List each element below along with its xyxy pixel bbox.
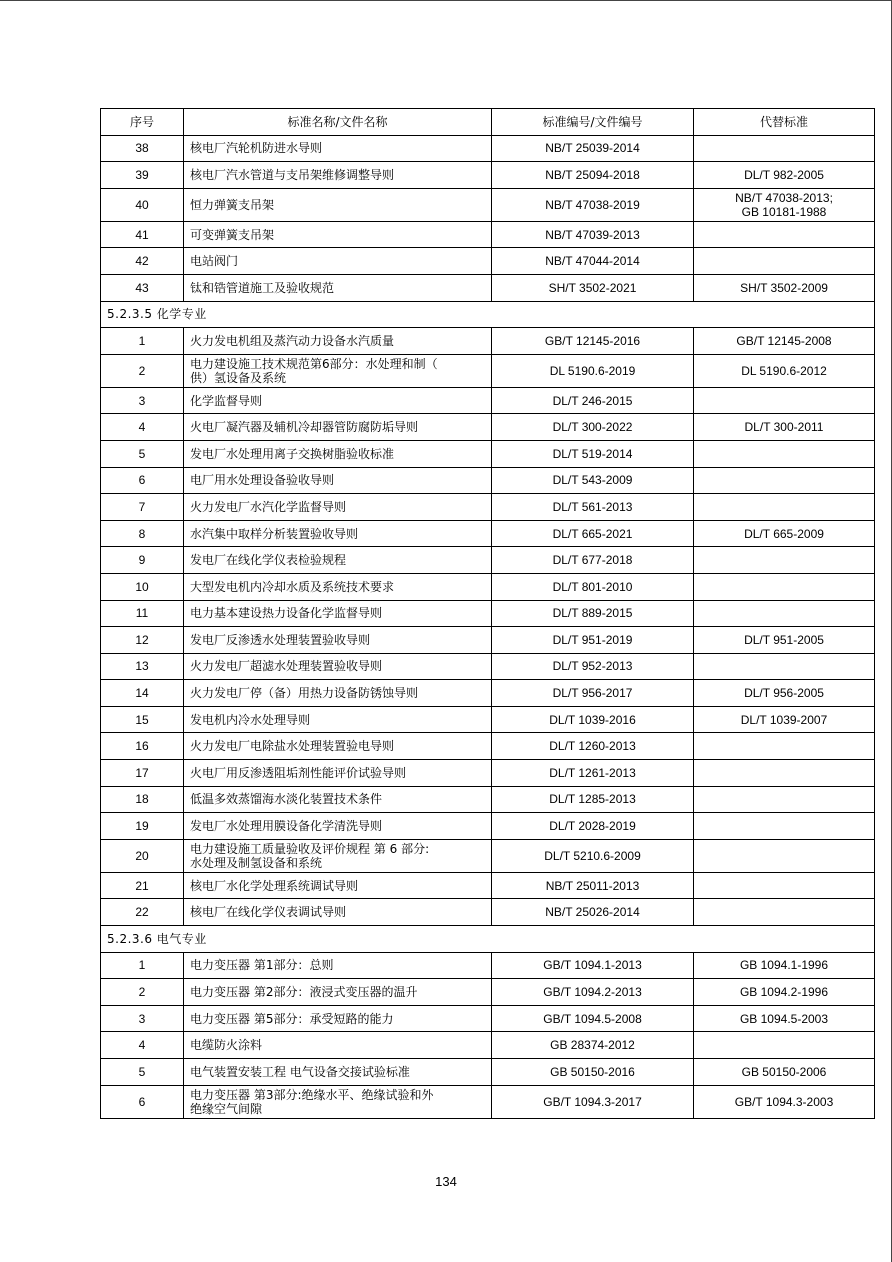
standard-code: DL/T 1261-2013 bbox=[492, 760, 694, 787]
standard-name-cell bbox=[184, 547, 492, 574]
standard-name-cell bbox=[184, 952, 492, 979]
row-number: 22 bbox=[101, 899, 184, 926]
standard-code: GB/T 1094.1-2013 bbox=[492, 952, 694, 979]
row-number: 3 bbox=[101, 387, 184, 414]
replaced-standard-cell bbox=[694, 467, 875, 494]
row-number: 11 bbox=[101, 600, 184, 627]
table-row bbox=[101, 221, 875, 248]
table-row bbox=[101, 440, 875, 467]
standard-code: DL/T 1260-2013 bbox=[492, 733, 694, 760]
standard-name-cell bbox=[184, 354, 492, 387]
standard-name: 电站阀门 bbox=[190, 254, 239, 269]
standard-name: 电气装置安装工程 电气设备交接试验标准 bbox=[190, 1064, 410, 1079]
replaced-standard: GB/T 12145-2008 bbox=[736, 333, 832, 348]
replaced-standard-cell bbox=[694, 979, 875, 1006]
table-row bbox=[101, 1085, 875, 1118]
table-row bbox=[101, 839, 875, 872]
replaced-standard-cell bbox=[694, 1085, 875, 1118]
replaced-standard-cell bbox=[694, 387, 875, 414]
standard-name-cell bbox=[184, 135, 492, 162]
standard-name: 核电厂水化学处理系统调试导则 bbox=[190, 878, 359, 893]
standard-code: DL/T 956-2017 bbox=[492, 680, 694, 707]
standard-code: DL/T 561-2013 bbox=[492, 494, 694, 521]
replaced-standard: DL/T 665-2009 bbox=[744, 526, 824, 541]
standard-name-cell bbox=[184, 328, 492, 355]
standard-code: NB/T 47039-2013 bbox=[492, 221, 694, 248]
row-number: 21 bbox=[101, 872, 184, 899]
table-header-row bbox=[101, 109, 875, 136]
table-row bbox=[101, 162, 875, 189]
replaced-standard: DL/T 982-2005 bbox=[744, 167, 824, 182]
table-row bbox=[101, 733, 875, 760]
standard-code: NB/T 25011-2013 bbox=[492, 872, 694, 899]
header-replace: 代替标准 bbox=[694, 109, 875, 136]
table-row bbox=[101, 627, 875, 654]
replaced-standard-line2: GB 10181-1988 bbox=[741, 204, 827, 219]
row-number: 42 bbox=[101, 248, 184, 275]
replaced-standard-cell bbox=[694, 440, 875, 467]
table-row bbox=[101, 248, 875, 275]
standard-name: 电力变压器 第1部分：总则 bbox=[190, 958, 334, 973]
table-row bbox=[101, 952, 875, 979]
table-row bbox=[101, 494, 875, 521]
page-top-rule bbox=[0, 0, 892, 1]
standard-name-cell bbox=[184, 600, 492, 627]
table-row bbox=[101, 760, 875, 787]
standard-code: GB/T 1094.3-2017 bbox=[492, 1085, 694, 1118]
standard-name-cell bbox=[184, 274, 492, 301]
row-number: 14 bbox=[101, 680, 184, 707]
row-number: 40 bbox=[101, 188, 184, 221]
standard-code: NB/T 47038-2019 bbox=[492, 188, 694, 221]
replaced-standard-cell bbox=[694, 188, 875, 221]
row-number: 4 bbox=[101, 414, 184, 441]
standard-code: NB/T 25026-2014 bbox=[492, 899, 694, 926]
standard-name: 电缆防火涂料 bbox=[190, 1038, 263, 1053]
table-row bbox=[101, 706, 875, 733]
standard-name: 电力变压器 第5部分：承受短路的能力 bbox=[190, 1011, 394, 1026]
replaced-standard-cell bbox=[694, 680, 875, 707]
standard-name: 火力发电机组及蒸汽动力设备水汽质量 bbox=[190, 333, 395, 348]
row-number: 4 bbox=[101, 1032, 184, 1059]
replaced-standard: DL/T 951-2005 bbox=[744, 632, 824, 647]
standard-name-cell bbox=[184, 899, 492, 926]
table-row bbox=[101, 899, 875, 926]
standard-code: GB/T 12145-2016 bbox=[492, 328, 694, 355]
standard-code: DL/T 801-2010 bbox=[492, 573, 694, 600]
table-row bbox=[101, 135, 875, 162]
standard-code: NB/T 25094-2018 bbox=[492, 162, 694, 189]
standard-name: 火电厂凝汽器及辅机冷却器管防腐防垢导则 bbox=[190, 420, 419, 435]
standard-name-line2: 绝缘空气间隙 bbox=[190, 1101, 263, 1116]
row-number: 15 bbox=[101, 706, 184, 733]
standard-code: GB 28374-2012 bbox=[492, 1032, 694, 1059]
header-name: 标准名称/文件名称 bbox=[184, 109, 492, 136]
row-number: 3 bbox=[101, 1005, 184, 1032]
replaced-standard-cell bbox=[694, 135, 875, 162]
standard-name: 电力变压器 第3部分:绝缘水平、绝缘试验和外 bbox=[190, 1087, 434, 1102]
replaced-standard: GB 50150-2006 bbox=[741, 1064, 827, 1079]
replaced-standard-cell bbox=[694, 760, 875, 787]
row-number: 8 bbox=[101, 520, 184, 547]
standard-name-cell bbox=[184, 414, 492, 441]
standard-code: GB 50150-2016 bbox=[492, 1059, 694, 1086]
standard-name: 核电厂汽水管道与支吊架维修调整导则 bbox=[190, 167, 395, 182]
standard-name-cell bbox=[184, 1085, 492, 1118]
replaced-standard-cell bbox=[694, 600, 875, 627]
standard-code: DL/T 951-2019 bbox=[492, 627, 694, 654]
replaced-standard-cell bbox=[694, 1032, 875, 1059]
standard-name-cell bbox=[184, 162, 492, 189]
replaced-standard: DL/T 1039-2007 bbox=[740, 712, 828, 727]
section-title: 5.2.3.5 化学专业 bbox=[101, 301, 875, 328]
replaced-standard-cell bbox=[694, 328, 875, 355]
replaced-standard-cell bbox=[694, 221, 875, 248]
replaced-standard-cell bbox=[694, 706, 875, 733]
replaced-standard-cell bbox=[694, 653, 875, 680]
standard-name-cell bbox=[184, 387, 492, 414]
standard-code: GB/T 1094.2-2013 bbox=[492, 979, 694, 1006]
table-row bbox=[101, 467, 875, 494]
standard-name-cell bbox=[184, 627, 492, 654]
replaced-standard: DL 5190.6-2012 bbox=[741, 363, 827, 378]
row-number: 10 bbox=[101, 573, 184, 600]
standard-name-cell bbox=[184, 979, 492, 1006]
replaced-standard-cell bbox=[694, 899, 875, 926]
standard-name: 发电厂反渗透水处理装置验收导则 bbox=[190, 632, 371, 647]
standard-name-cell bbox=[184, 786, 492, 813]
replaced-standard-cell bbox=[694, 494, 875, 521]
standard-name-cell bbox=[184, 872, 492, 899]
standard-name-cell bbox=[184, 1059, 492, 1086]
row-number: 1 bbox=[101, 952, 184, 979]
section-row bbox=[101, 301, 875, 328]
table-row bbox=[101, 653, 875, 680]
standard-name: 发电厂水处理用离子交换树脂验收标准 bbox=[190, 446, 395, 461]
standard-name: 水汽集中取样分析装置验收导则 bbox=[190, 526, 359, 541]
replaced-standard-cell bbox=[694, 813, 875, 840]
section-title: 5.2.3.6 电气专业 bbox=[101, 926, 875, 953]
standard-name-cell bbox=[184, 839, 492, 872]
replaced-standard-cell bbox=[694, 248, 875, 275]
standard-name-cell bbox=[184, 813, 492, 840]
standard-name: 大型发电机内冷却水质及系统技术要求 bbox=[190, 579, 395, 594]
table-row bbox=[101, 387, 875, 414]
standard-name: 核电厂汽轮机防进水导则 bbox=[190, 141, 323, 156]
row-number: 17 bbox=[101, 760, 184, 787]
standard-name-cell bbox=[184, 680, 492, 707]
standard-name: 火力发电厂电除盐水处理装置验电导则 bbox=[190, 739, 395, 754]
table-row bbox=[101, 786, 875, 813]
standard-name: 发电厂水处理用膜设备化学清洗导则 bbox=[190, 819, 383, 834]
standard-name: 发电厂在线化学仪表检验规程 bbox=[190, 553, 347, 568]
replaced-standard-cell bbox=[694, 1005, 875, 1032]
standard-code: DL/T 519-2014 bbox=[492, 440, 694, 467]
standard-name-cell bbox=[184, 573, 492, 600]
standard-name: 低温多效蒸馏海水淡化装置技术条件 bbox=[190, 792, 383, 807]
standard-name: 核电厂在线化学仪表调试导则 bbox=[190, 905, 347, 920]
replaced-standard-cell bbox=[694, 733, 875, 760]
standard-name: 火力发电厂超滤水处理装置验收导则 bbox=[190, 659, 383, 674]
row-number: 12 bbox=[101, 627, 184, 654]
table-row bbox=[101, 1032, 875, 1059]
table-row bbox=[101, 274, 875, 301]
standard-name-cell bbox=[184, 188, 492, 221]
standard-name: 火电厂用反渗透阻垢剂性能评价试验导则 bbox=[190, 765, 407, 780]
row-number: 2 bbox=[101, 354, 184, 387]
standard-name-line2: 供）氢设备及系统 bbox=[190, 370, 287, 385]
standard-name: 化学监督导则 bbox=[190, 393, 263, 408]
replaced-standard-cell bbox=[694, 573, 875, 600]
standard-code: NB/T 25039-2014 bbox=[492, 135, 694, 162]
table-row bbox=[101, 1005, 875, 1032]
table-row bbox=[101, 414, 875, 441]
table-row bbox=[101, 328, 875, 355]
replaced-standard: GB/T 1094.3-2003 bbox=[734, 1094, 834, 1109]
header-no: 序号 bbox=[101, 109, 184, 136]
standard-code: DL/T 246-2015 bbox=[492, 387, 694, 414]
row-number: 16 bbox=[101, 733, 184, 760]
row-number: 1 bbox=[101, 328, 184, 355]
row-number: 5 bbox=[101, 1059, 184, 1086]
header-code: 标准编号/文件编号 bbox=[492, 109, 694, 136]
page-number: 134 bbox=[435, 1174, 457, 1189]
standard-code: NB/T 47044-2014 bbox=[492, 248, 694, 275]
row-number: 18 bbox=[101, 786, 184, 813]
replaced-standard-cell bbox=[694, 1059, 875, 1086]
replaced-standard-cell bbox=[694, 872, 875, 899]
standard-code: DL/T 300-2022 bbox=[492, 414, 694, 441]
row-number: 6 bbox=[101, 467, 184, 494]
row-number: 2 bbox=[101, 979, 184, 1006]
standard-name: 恒力弹簧支吊架 bbox=[190, 197, 275, 212]
standard-name: 电力建设施工质量验收及评价规程 第 6 部分: bbox=[190, 841, 430, 856]
standard-code: DL/T 1285-2013 bbox=[492, 786, 694, 813]
standard-name: 电厂用水处理设备验收导则 bbox=[190, 473, 335, 488]
standards-table bbox=[100, 108, 875, 1119]
replaced-standard-cell bbox=[694, 162, 875, 189]
standard-name-cell bbox=[184, 733, 492, 760]
table-row bbox=[101, 872, 875, 899]
replaced-standard-cell bbox=[694, 414, 875, 441]
replaced-standard-cell bbox=[694, 627, 875, 654]
standard-name-cell bbox=[184, 467, 492, 494]
table-row bbox=[101, 354, 875, 387]
standard-name-cell bbox=[184, 1032, 492, 1059]
table-row bbox=[101, 600, 875, 627]
standard-name-cell bbox=[184, 706, 492, 733]
row-number: 6 bbox=[101, 1085, 184, 1118]
standard-name-cell bbox=[184, 248, 492, 275]
replaced-standard-cell bbox=[694, 547, 875, 574]
row-number: 7 bbox=[101, 494, 184, 521]
standard-name: 可变弹簧支吊架 bbox=[190, 227, 275, 242]
standard-code: DL/T 5210.6-2009 bbox=[492, 839, 694, 872]
replaced-standard-cell bbox=[694, 839, 875, 872]
row-number: 5 bbox=[101, 440, 184, 467]
standard-name: 电力建设施工技术规范第6部分：水处理和制（ bbox=[190, 356, 438, 371]
replaced-standard: SH/T 3502-2009 bbox=[740, 280, 828, 295]
replaced-standard: GB 1094.2-1996 bbox=[739, 985, 829, 1000]
standard-name-cell bbox=[184, 1005, 492, 1032]
table-row bbox=[101, 520, 875, 547]
standard-name-cell bbox=[184, 221, 492, 248]
replaced-standard: NB/T 47038-2013; bbox=[735, 190, 833, 205]
standard-name-cell bbox=[184, 760, 492, 787]
standard-name: 发电机内冷水处理导则 bbox=[190, 712, 311, 727]
replaced-standard-cell bbox=[694, 354, 875, 387]
table-row bbox=[101, 813, 875, 840]
standard-code: DL/T 677-2018 bbox=[492, 547, 694, 574]
replaced-standard-cell bbox=[694, 520, 875, 547]
standard-name-cell bbox=[184, 653, 492, 680]
table-row bbox=[101, 979, 875, 1006]
standard-name-cell bbox=[184, 494, 492, 521]
row-number: 43 bbox=[101, 274, 184, 301]
standard-code: DL/T 952-2013 bbox=[492, 653, 694, 680]
standard-code: DL/T 665-2021 bbox=[492, 520, 694, 547]
standard-code: GB/T 1094.5-2008 bbox=[492, 1005, 694, 1032]
standard-name-cell bbox=[184, 440, 492, 467]
standard-name-line2: 水处理及制氢设备和系统 bbox=[190, 855, 323, 870]
standard-code: DL/T 1039-2016 bbox=[492, 706, 694, 733]
standard-code: DL/T 2028-2019 bbox=[492, 813, 694, 840]
replaced-standard: DL/T 300-2011 bbox=[744, 420, 824, 435]
row-number: 41 bbox=[101, 221, 184, 248]
row-number: 39 bbox=[101, 162, 184, 189]
row-number: 13 bbox=[101, 653, 184, 680]
standard-name: 火力发电厂停（备）用热力设备防锈蚀导则 bbox=[190, 686, 419, 701]
table-row bbox=[101, 188, 875, 221]
row-number: 9 bbox=[101, 547, 184, 574]
replaced-standard-cell bbox=[694, 274, 875, 301]
replaced-standard: DL/T 956-2005 bbox=[744, 686, 824, 701]
row-number: 20 bbox=[101, 839, 184, 872]
table-row bbox=[101, 573, 875, 600]
row-number: 19 bbox=[101, 813, 184, 840]
replaced-standard-cell bbox=[694, 952, 875, 979]
table-row bbox=[101, 547, 875, 574]
table-row bbox=[101, 1059, 875, 1086]
replaced-standard: GB 1094.1-1996 bbox=[739, 958, 829, 973]
table-row bbox=[101, 680, 875, 707]
section-row bbox=[101, 926, 875, 953]
table-body bbox=[101, 135, 875, 1118]
row-number: 38 bbox=[101, 135, 184, 162]
standard-code: DL/T 543-2009 bbox=[492, 467, 694, 494]
replaced-standard-cell bbox=[694, 786, 875, 813]
replaced-standard: GB 1094.5-2003 bbox=[739, 1011, 829, 1026]
standard-name: 电力基本建设热力设备化学监督导则 bbox=[190, 606, 383, 621]
standard-code: DL/T 889-2015 bbox=[492, 600, 694, 627]
standard-name: 电力变压器 第2部分：液浸式变压器的温升 bbox=[190, 985, 418, 1000]
standard-code: DL 5190.6-2019 bbox=[492, 354, 694, 387]
standard-name-cell bbox=[184, 520, 492, 547]
standard-code: SH/T 3502-2021 bbox=[492, 274, 694, 301]
standard-name: 钛和锆管道施工及验收规范 bbox=[190, 280, 335, 295]
standard-name: 火力发电厂水汽化学监督导则 bbox=[190, 499, 347, 514]
